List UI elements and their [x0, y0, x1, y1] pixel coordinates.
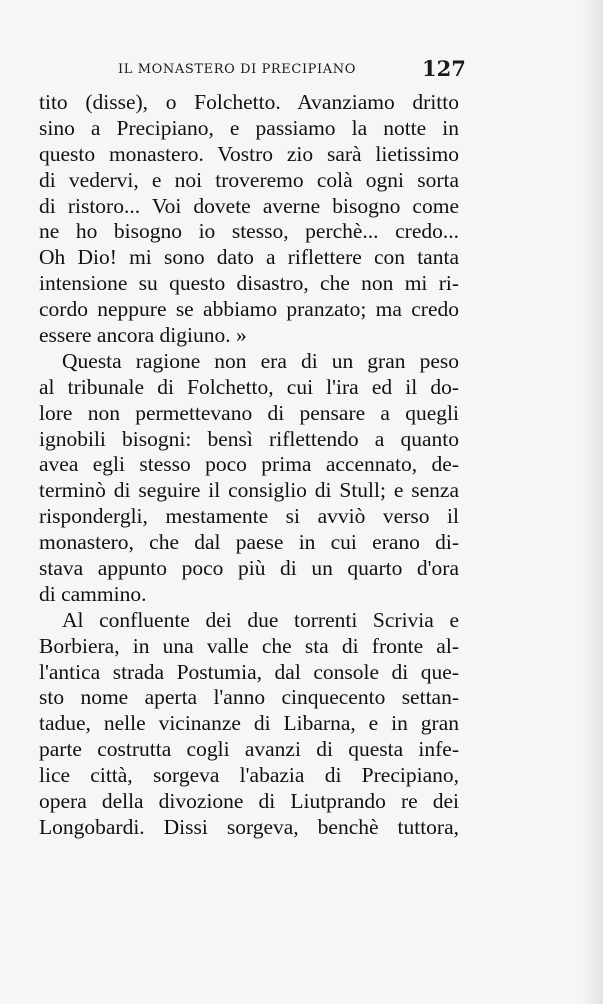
text-line: sino a Precipiano, e passiamo la notte in [39, 115, 459, 140]
text-line: monastero, che dal paese in cui erano di- [39, 530, 459, 555]
text-line: rispondergli, mestamente si avviò verso il [39, 504, 459, 529]
text-line: lice città, sorgeva l'abazia di Precipiano, [39, 763, 459, 788]
text-line: intensione su questo disastro, che non mi ri- [39, 271, 459, 296]
text-line: tadue, nelle vicinanze di Libarna, e in gran [39, 711, 459, 736]
text-line: questo monastero. Vostro zio sarà lietissimo [39, 141, 459, 166]
text-line: essere ancora digiuno. » [39, 323, 247, 348]
text-line: terminò di seguire il consiglio di Stull; e senza [39, 478, 459, 503]
text-line: sto nome aperta l'anno cinquecento settan- [39, 685, 459, 710]
text-line: Longobardi. Dissi sorgeva, benchè tuttora, [39, 814, 459, 839]
text-line: ignobili bisogni: bensì riflettendo a quanto [39, 426, 459, 451]
text-line: avea egli stesso poco prima accennato, de- [39, 452, 459, 477]
text-line: parte costrutta cogli avanzi di questa infe- [39, 737, 459, 762]
text-line: stava appunto poco più di un quarto d'ora [39, 556, 459, 581]
text-line: ne ho bisogno io stesso, perchè... credo... [39, 219, 459, 244]
text-line: al tribunale di Folchetto, cui l'ira ed il do- [39, 374, 459, 399]
running-head: IL MONASTERO DI PRECIPIANO [118, 62, 356, 77]
text-line: l'antica strada Postumia, dal console di que- [39, 659, 459, 684]
body-text [39, 90, 459, 841]
paragraph-start-line: Al confluente dei due torrenti Scrivia e [62, 607, 459, 632]
text-line: Borbiera, in una valle che sta di fronte al- [39, 633, 459, 658]
paragraph-start-line: Questa ragione non era di un gran peso [62, 348, 459, 373]
text-line: lore non permettevano di pensare a quegli [39, 400, 459, 425]
text-line: di cammino. [39, 581, 147, 606]
text-line: di ristoro... Voi dovete averne bisogno come [39, 193, 459, 218]
text-line: Oh Dio! mi sono dato a riflettere con tanta [39, 245, 459, 270]
text-line: tito (disse), o Folchetto. Avanziamo dritto [39, 90, 459, 114]
text-line: cordo neppure se abbiamo pranzato; ma credo [39, 297, 459, 322]
page-number: 127 [422, 56, 466, 81]
text-line: di vedervi, e noi troveremo colà ogni sorta [39, 167, 459, 192]
text-line: opera della divozione di Liutprando re dei [39, 789, 459, 814]
